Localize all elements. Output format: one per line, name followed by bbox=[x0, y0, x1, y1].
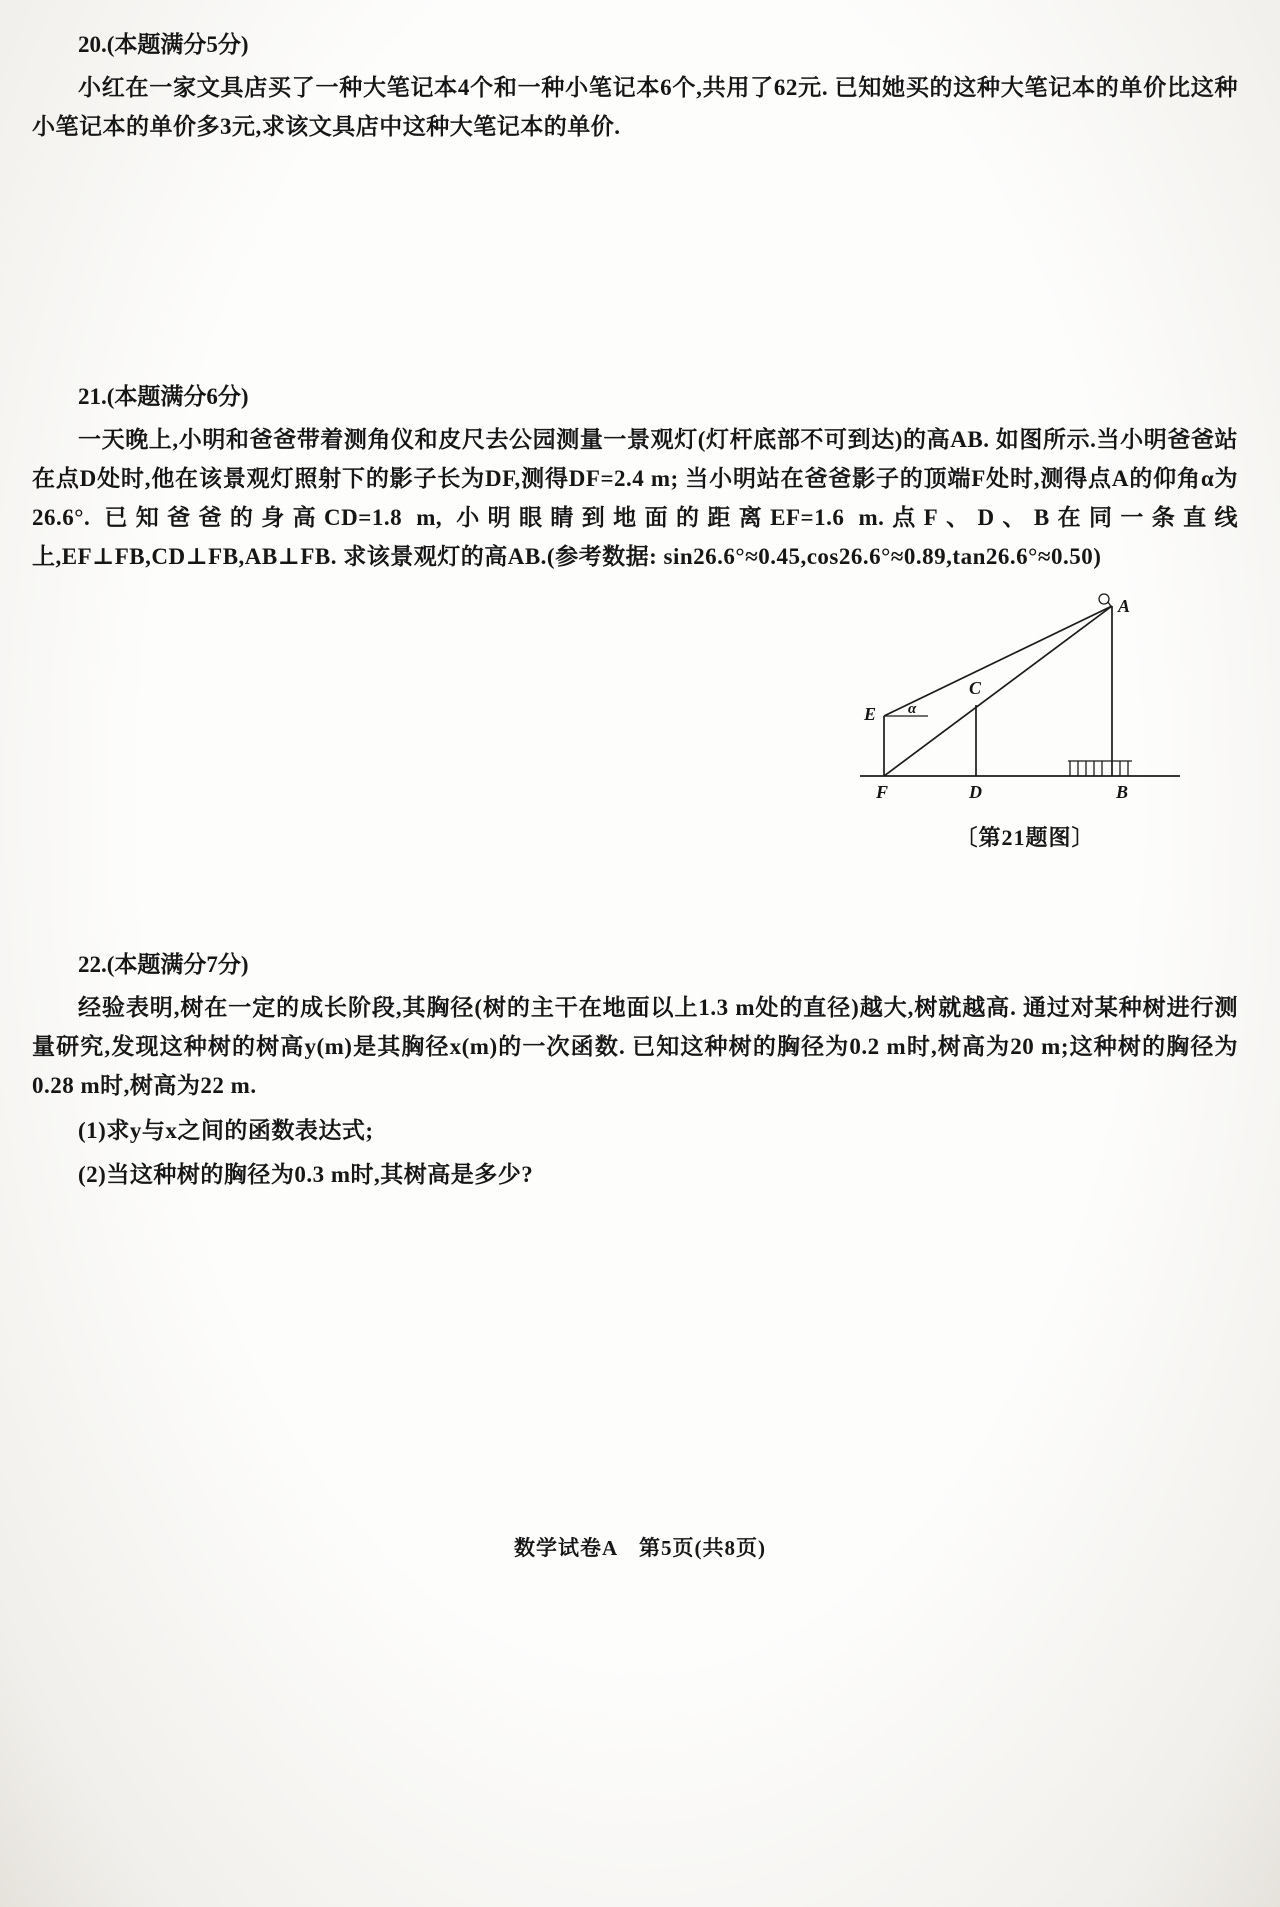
q21-body: 一天晚上,小明和爸爸带着测角仪和皮尺去公园测量一景观灯(灯杆底部不可到达)的高AB. 如图所示.当小明爸爸站在点D处时,他在该景观灯照射下的影子长为DF,测得DF=2.4 m; 当小明站在爸爸影子的顶端F处时,测得点A的仰角α为26.6°. 已知爸爸的身高CD=1.8 m, 小明眼睛到地面的距离EF=1.6 m.点F、D、B在同一条直线上,EF⊥FB,CD⊥FB,AB⊥FB. 求该景观灯的高AB.(参考数据: sin26.6°≈0.45,cos26.6°≈0.89,tan26.6°≈0.50) bbox=[32, 427, 1238, 569]
lamp-head-icon bbox=[1099, 594, 1109, 604]
q21-heading: 21.(本题满分6分) bbox=[78, 384, 249, 409]
footer-text: 数学试卷A 第5页(共8页) bbox=[514, 1536, 766, 1560]
point-label-D: D bbox=[969, 782, 982, 802]
point-label-A: A bbox=[1118, 596, 1131, 616]
line-FA bbox=[884, 606, 1112, 776]
q22-body: 经验表明,树在一定的成长阶段,其胸径(树的主干在地面以上1.3 m处的直径)越大,树就越高. 通过对某种树进行测量研究,发现这种树的树高y(m)是其胸径x(m)的一次函数. 已知这种树的胸径为0.2 m时,树高为20 m;这种树的胸径为0.28 m时,树高为22 m. bbox=[32, 995, 1238, 1098]
fence-icon bbox=[1068, 761, 1132, 776]
q22-item-1: (1)求y与x之间的函数表达式; bbox=[78, 1118, 374, 1143]
sight-line-EA bbox=[884, 606, 1112, 716]
point-label-C: C bbox=[969, 678, 982, 698]
angle-label-alpha: α bbox=[908, 701, 917, 717]
figure-caption: 〔第21题图〕 bbox=[955, 825, 1095, 850]
question-20 bbox=[32, 26, 1238, 146]
page-footer bbox=[0, 1532, 1280, 1562]
point-label-B: B bbox=[1116, 782, 1129, 802]
question-22 bbox=[32, 946, 1238, 1197]
q21-figure bbox=[850, 586, 1200, 852]
q20-body: 小红在一家文具店买了一种大笔记本4个和一种小笔记本6个,共用了62元. 已知她买的这种大笔记本的单价比这种小笔记本的单价多3元,求该文具店中这种大笔记本的单价. bbox=[32, 75, 1238, 139]
question-21 bbox=[32, 378, 1238, 852]
q22-item-2: (2)当这种树的胸径为0.3 m时,其树高是多少? bbox=[78, 1162, 534, 1187]
point-label-F: F bbox=[876, 782, 889, 802]
point-label-E: E bbox=[864, 704, 877, 724]
q22-heading: 22.(本题满分7分) bbox=[78, 952, 249, 977]
q20-heading: 20.(本题满分5分) bbox=[78, 32, 249, 57]
q21-diagram bbox=[850, 586, 1200, 821]
